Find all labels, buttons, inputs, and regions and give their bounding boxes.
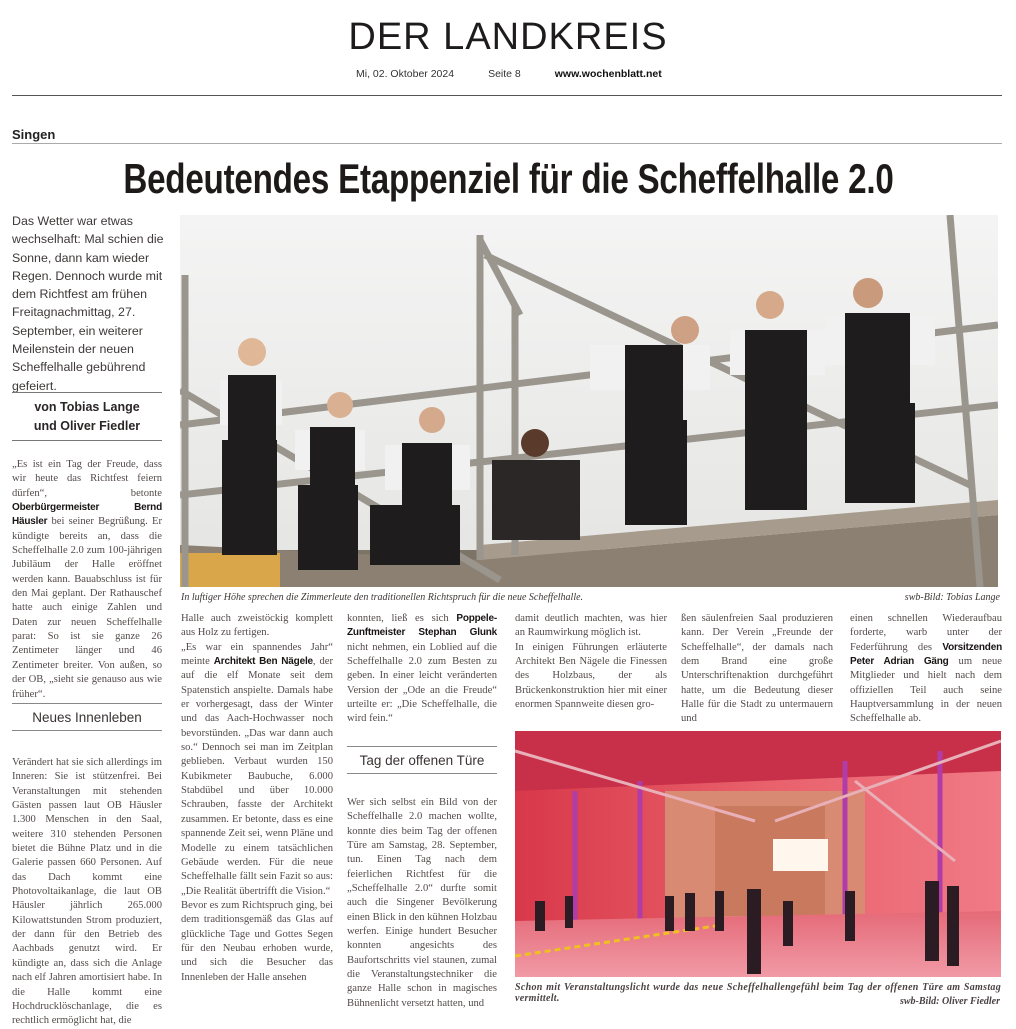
subhead-neues-innenleben: Neues Innenleben bbox=[12, 703, 162, 731]
text: einen schnellen Wiederaufbau forderte, warb unter der Federführung des bbox=[850, 613, 1002, 653]
paragraph: Bevor es zum Richtspruch ging, bei dem traditionsgemäß das Glas auf glückliche Tage und Gottes Segen für den Neubau erhoben wurde, und sich die Besucher das Innenleben der Halle ansehen bbox=[181, 899, 333, 983]
intro-text: Das Wetter war etwas wechselhaft: Mal schien die Sonne, dann kam wieder Regen. Dennoch wurde mit dem Richtfest am frühen Freitagnachmittag, 27. September, ein weiterer Meilenstein der neuen Scheffelhalle gebührend gefeiert. bbox=[12, 214, 164, 393]
paragraph: Wer sich selbst ein Bild von der Scheffelhalle 2.0 machen wollte, konnte dies beim Tag der offenen Türe am Samstag, 28. September, tun. Einen Tag nach dem feierlichen Richtfest für die „Scheffelhalle 2.0“ durfte somit auch die Singener Bevölkerung einen Blick in den kühnen Holzbau werfen. Einige hundert Besucher konnten angesichts des Baufortschritts viel staunen, zumal die Veranstaltungstechniker die ganze Halle schon in magisches Bühnenlicht versetzt hatten, und bbox=[347, 797, 497, 1009]
text: „Es war ein spannendes Jahr“ meinte bbox=[181, 641, 333, 668]
paragraph: In einigen Führungen erläuterte Architekt Ben Nägele die Finessen des Holzbaus, der als Brückenkonstruktion hier mit einer enormen Spannweite diesen gro- bbox=[515, 641, 667, 711]
column-3 bbox=[515, 612, 667, 712]
byline-author-2: und Oliver Fiedler bbox=[33, 419, 141, 433]
text: um neue Mitglieder und hielt nach dem offiziellen Teil auch seine Hauptversammlung in der neuen Scheffelhalle ab. bbox=[850, 656, 1002, 725]
paragraph bbox=[181, 641, 333, 899]
paragraph: Verändert hat sie sich allerdings im Inneren: Sie ist stützenfrei. Bei Veranstaltungen mit stehenden Gästen passen laut OB Häusler 1.300 Menschen in den Saal, weitere 310 stehenden Personen bietet die Bühne Platz und in die Galerie passen 660 Personen. Auf das Dach kommt eine Photovoltaikanlage, die laut OB Häusler jährlich 265.000 Kilowattstunden Strom produziert, der dann für den Betrieb des Aachbads genutzt wird. Er kündigte an, dass sich die Anlage nach elf Jahren amortisiert habe. In die Halle kommt eine Hochdrucklöschanlage, die es rechtlich ermöglicht hat, die bbox=[12, 757, 162, 1027]
photo-image bbox=[515, 731, 1001, 977]
text: bei seiner Begrüßung. Er kündigte bereits an, dass die Scheffelhalle 2.0 zum 100-jährigen Jubiläum der Halle eröffnet werden kann. Bauabschluss ist für den Mai geplant. Der Rathauschef hatte auch einige Zahlen und Daten zur neuen Scheffelhalle parat: So ist sie ganze 26 Zentimeter länger und 46 Zentimeter breiter. Von außen, so der OB, „sieht sie genauso aus wie früher“. bbox=[12, 516, 162, 700]
left-column-2 bbox=[12, 756, 162, 1029]
photo2-credit: swb-Bild: Oliver Fiedler bbox=[900, 996, 1000, 1007]
text: „Es ist ein Tag der Freude, dass wir heute das Richtfest feiern dürfen“, betonte bbox=[12, 459, 162, 499]
text: nicht nehmen, ein Loblied auf die Scheffelhalle 2.0 zum Besten zu geben. In einer leicht veränderten Version der „Ode an die Freude“ urteilte er: „Die Scheffelhalle, die wird fein.“ bbox=[347, 641, 497, 725]
website: www.wochenblatt.net bbox=[554, 68, 662, 80]
header-rule bbox=[12, 95, 1002, 96]
column-2b bbox=[347, 796, 497, 1011]
photo1-credit: swb-Bild: Tobias Lange bbox=[904, 592, 1000, 603]
paragraph bbox=[850, 612, 1002, 727]
photo2-caption: Schon mit Veranstaltungslicht wurde das neue Scheffelhallengefühl beim Tag der offenen Türe am Samstag vermittelt. bbox=[515, 982, 1001, 1004]
paragraph: ßen säulenfreien Saal produzieren kann. Der Verein „Freunde der Scheffelhalle“, der damals nach dem Brand eine große Unterschriftenaktion durchgeführt hatte, um die Bedeutung dieser Halle für die Stadt zu untermauern und bbox=[681, 613, 833, 725]
photo-carpenters-on-scaffold bbox=[180, 215, 998, 587]
page-number: Seite 8 bbox=[488, 68, 521, 80]
paragraph bbox=[347, 612, 497, 727]
issue-date: Mi, 02. Oktober 2024 bbox=[356, 68, 455, 80]
section-rule bbox=[12, 143, 1002, 144]
headline-text: Bedeutendes Etappenziel für die Scheffelhalle 2.0 bbox=[122, 155, 894, 202]
text: konnten, ließ es sich bbox=[347, 613, 457, 624]
subhead-tag-der-offenen-tuere: Tag der offenen Türe bbox=[347, 746, 497, 774]
column-4 bbox=[681, 612, 833, 727]
paragraph: damit deutlich machten, was hier an Raumwirkung möglich ist. bbox=[515, 613, 667, 639]
byline-author-1: von Tobias Lange bbox=[34, 400, 140, 414]
paragraph bbox=[12, 458, 162, 702]
paragraph: Halle auch zweistöckig komplett aus Holz zu fertigen. bbox=[181, 613, 333, 639]
left-column bbox=[12, 458, 162, 702]
person-name: Poppele-Zunftmeister Stephan Glunk bbox=[347, 613, 497, 639]
person-name: Architekt Ben Nägele bbox=[213, 656, 313, 668]
column-1 bbox=[181, 612, 333, 985]
text: , der auf die elf Monate seit dem Spatenstich anspielte. Damals habe er vorhergesagt, dass der Winter und das Aach-Hochwasser noch bevorstünden. „Das war dann auch so.“ Dennoch sei man im Zeitplan geblieben. Verbaut wurden 150 Kubikmeter Baubuche, 6.000 Stabdübel und über 10.000 Schrauben, fasste der Architekt zusammen. Er betonte, dass es eine spannende Zeit sei, wenn Pläne und Modelle zu einem tatsächlichen Gebäude werden. Für die neue Scheffelhalle fällt sein Fazit so aus: „Die Realität übertrifft die Vision.“ bbox=[181, 656, 333, 897]
column-5 bbox=[850, 612, 1002, 727]
photo-hall-interior bbox=[515, 731, 1001, 977]
column-2 bbox=[347, 612, 497, 727]
headline bbox=[0, 155, 1016, 203]
byline bbox=[12, 392, 162, 441]
photo-image bbox=[180, 215, 998, 587]
person-name: Vorsitzenden Peter Adrian Gäng bbox=[850, 641, 1002, 668]
person-name: Oberbürgermeister Bernd Häusler bbox=[12, 502, 162, 528]
section-label: Singen bbox=[12, 127, 56, 142]
dateline bbox=[356, 68, 662, 80]
masthead-title: DER LANDKREIS bbox=[348, 16, 668, 58]
photo1-caption: In luftiger Höhe sprechen die Zimmerleute den traditionellen Richtspruch für die neue Scheffelhalle. bbox=[181, 592, 584, 603]
